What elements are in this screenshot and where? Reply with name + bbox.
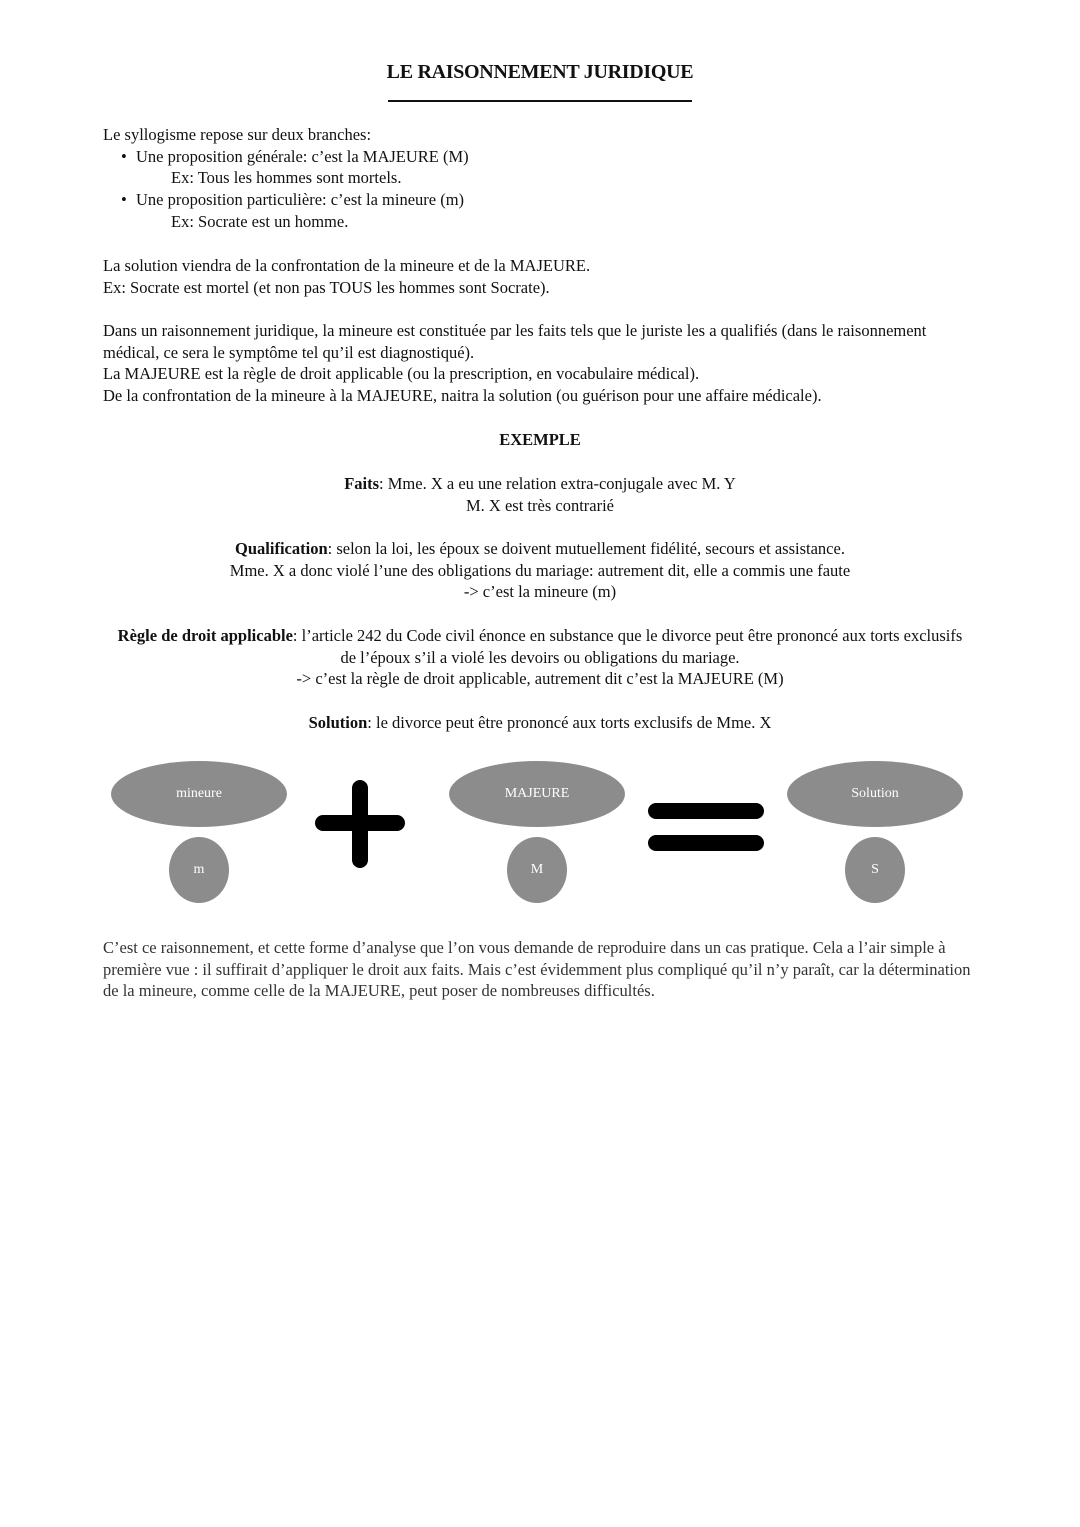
title-underline [388,100,692,102]
regle-block [40,625,1040,690]
solution-ellipse: Solution [787,761,963,827]
mineure-ellipse: mineure [111,761,287,827]
solution-text: : le divorce peut être prononcé aux torts exclusifs de Mme. X [367,713,772,732]
qualification-label: Qualification [235,539,328,558]
intro-lead: Le syllogisme repose sur deux branches: [103,125,372,144]
list-item-example: Ex: Socrate est un homme. [171,211,349,231]
text-line: La MAJEURE est la règle de droit applicable (ou la prescription, en vocabulaire médical). [103,364,700,384]
faits-text: : Mme. X a eu une relation extra-conjugale avec M. Y [379,474,736,493]
page-title: LE RAISONNEMENT JURIDIQUE [386,61,694,83]
example-heading: EXEMPLE [499,430,581,449]
solution-label: Solution [308,713,368,732]
juridique-paragraph [103,320,953,407]
qualification-line: Mme. X a donc violé l’une des obligations du mariage: autrement dit, elle a commis une faute [229,560,851,580]
faits-line: M. X est très contrarié [466,495,614,515]
text-line: Dans un raisonnement juridique, la mineure est constituée par les faits tels que le juriste les a qualifiés (dans le raisonnement médical, ce sera le symptôme tel qu’il est diagnostiqué). [103,321,927,362]
majeure-symbol: M [507,837,567,903]
solution-paragraph [103,255,983,298]
faits-label: Faits [344,474,380,493]
majeure-ellipse: MAJEURE [449,761,625,827]
solution-block [60,712,1020,734]
regle-line: -> c’est la règle de droit applicable, autrement dit c’est la MAJEURE (M) [296,669,784,689]
syllogism-intro [103,124,983,233]
list-item: • Une proposition particulière: c’est la mineure (m) [103,189,983,211]
regle-line: de l’époux s’il a violé les devoirs ou obligations du mariage. [340,647,740,667]
qualification-text: : selon la loi, les époux se doivent mutuellement fidélité, secours et assistance. [327,539,845,558]
qualification-block [60,538,1020,603]
list-item: • Une proposition générale: c’est la MAJEURE (M) [103,146,983,168]
qualification-line: -> c’est la mineure (m) [463,582,617,602]
list-item-example: Ex: Tous les hommes sont mortels. [171,168,402,188]
regle-text: : l’article 242 du Code civil énonce en substance que le divorce peut être prononcé aux torts exclusifs [292,626,963,645]
faits-block [60,473,1020,516]
text-line: Ex: Socrate est mortel (et non pas TOUS les hommes sont Socrate). [103,277,550,297]
text-line: La solution viendra de la confrontation de la mineure et de la MAJEURE. [103,256,591,275]
solution-symbol: S [845,837,905,903]
conclusion-paragraph: C’est ce raisonnement, et cette forme d’analyse que l’on vous demande de reproduire dans un cas pratique. Cela a l’air simple à première vue : il suffirait d’appliquer le droit aux faits. Mais c’est évidemment plus compliqué qu’il n’y paraît, car la détermination de la mineure, comme celle de la MAJEURE, peut poser de nombreuses difficultés. [103,938,971,1001]
regle-label: Règle de droit applicable [117,626,293,645]
text-line: De la confrontation de la mineure à la MAJEURE, naitra la solution (ou guérison pour une affaire médicale). [103,386,822,406]
mineure-symbol: m [169,837,229,903]
